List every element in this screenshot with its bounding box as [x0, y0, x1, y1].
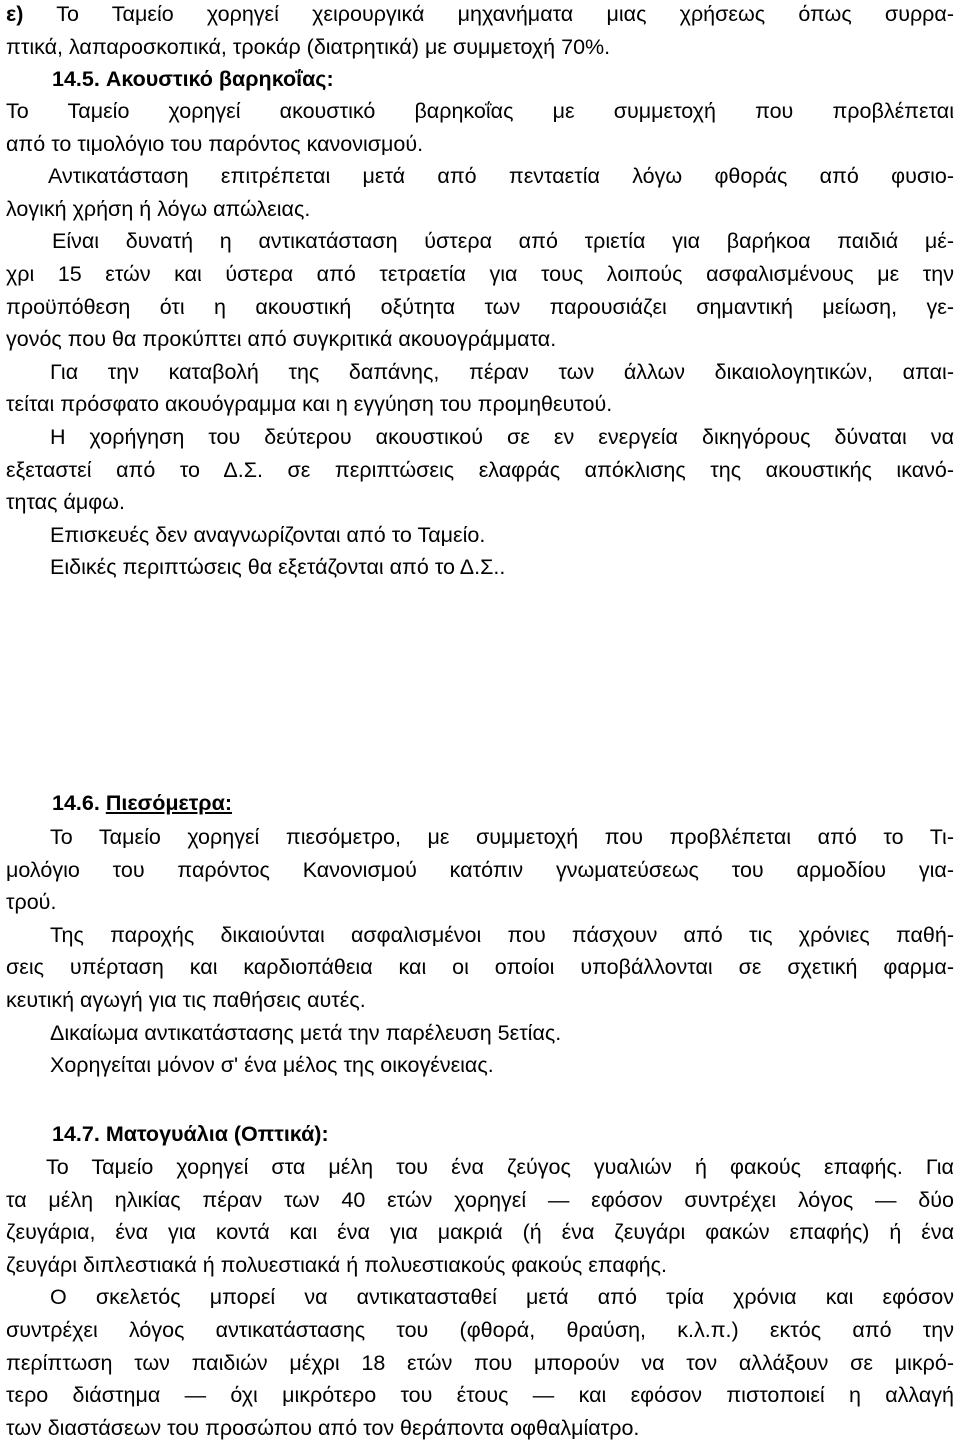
text-line: περίπτωση των παιδιών μέχρι 18 ετών που μπορούν να τον αλλάξουν σε μικρό-	[6, 1350, 954, 1375]
text-line: τητας άμφω.	[6, 490, 125, 515]
text-line: προϋπόθεση ότι η ακουστική οξύτητα των παρουσιάζει σημαντική μείωση, γε-	[6, 294, 954, 319]
item-e-label: ε)	[6, 2, 24, 26]
text-line: εξεταστεί από το Δ.Σ. σε περιπτώσεις ελαφράς απόκλισης της ακουστικής ικανό-	[6, 457, 954, 482]
text-line: λογική χρήση ή λόγω απώλειας.	[6, 196, 311, 221]
text-line: κευτική αγωγή για τις παθήσεις αυτές.	[6, 987, 366, 1012]
text-line: Το Ταμείο χορηγεί πιεσόμετρο, με συμμετοχή που προβλέπεται από το Τι-	[50, 825, 954, 849]
text-line: των διαστάσεων του προσώπου από τον θεράποντα οφθαλμίατρο.	[6, 1415, 640, 1440]
text-line: τα μέλη ηλικίας πέραν των 40 ετών χορηγεί — εφόσον συντρέχει λόγος — δύο	[6, 1187, 954, 1212]
section-title: Πιεσόμετρα:	[105, 791, 232, 815]
text-line: ε) Το Ταμείο χορηγεί χειρουργικά μηχανήματα μιας χρήσεως όπως συρρα-	[6, 2, 954, 26]
text-line: πτικά, λαπαροσκοπικά, τροκάρ (διατρητικά) με συμμετοχή 70%.	[6, 34, 611, 59]
text-line: Η χορήγηση του δεύτερου ακουστικού σε εν ενεργεία δικηγόρους δύναται να	[50, 424, 954, 449]
text-line: Είναι δυνατή η αντικατάσταση ύστερα από τριετία για βαρήκοα παιδιά μέ-	[52, 229, 954, 254]
section-title: Ματογυάλια (Οπτικά):	[105, 1122, 329, 1146]
text-line: Αντικατάσταση επιτρέπεται μετά από πενταετία λόγω φθοράς από φυσιο-	[48, 164, 954, 189]
text-line: Επισκευές δεν αναγνωρίζονται από το Ταμείο.	[50, 522, 486, 547]
text-line: συντρέχει λόγος αντικατάστασης του (φθορά, θραύση, κ.λ.π.) εκτός από την	[6, 1317, 954, 1342]
text-line: Το Ταμείο χορηγεί ακουστικό βαρηκοΐας με συμμετοχή που προβλέπεται	[6, 99, 954, 123]
section-number: 14.5.	[52, 67, 100, 91]
section-14-5-heading	[52, 63, 334, 96]
text-line: τρού.	[6, 890, 57, 915]
text-line: τείται πρόσφατο ακουόγραμμα και η εγγύηση του προμηθευτού.	[6, 392, 613, 417]
section-14-7-heading	[52, 1118, 329, 1151]
section-14-6-body	[6, 821, 954, 1082]
text-line: από το τιμολόγιο του παρόντος κανονισμού.	[6, 131, 424, 156]
text-line: Ο σκελετός μπορεί να αντικατασταθεί μετά από τρία χρόνια και εφόσον	[50, 1285, 954, 1310]
text-line: τερο διάστημα — όχι μικρότερο του έτους — και εφόσον πιστοποιεί η αλλαγή	[6, 1383, 954, 1408]
text-line: χρι 15 ετών και ύστερα από τετραετία για τους λοιπούς ασφαλισμένους με την	[6, 261, 954, 286]
text-line: μολόγιο του παρόντος Κανονισμού κατόπιν γνωματεύσεως του αρμοδίου για-	[6, 857, 954, 882]
text-line: γονός που θα προκύπτει από συγκριτικά ακουογράμματα.	[6, 327, 557, 352]
item-e-paragraph	[6, 0, 954, 63]
section-14-6-heading	[52, 787, 232, 820]
text-line: Χορηγείται μόνον σ' ένα μέλος της οικογένειας.	[50, 1053, 494, 1078]
text-line: Δικαίωμα αντικατάστασης μετά την παρέλευση 5ετίας.	[50, 1020, 562, 1045]
text-line: Ειδικές περιπτώσεις θα εξετάζονται από το Δ.Σ..	[50, 555, 506, 580]
text-line: σεις υπέρταση και καρδιοπάθεια και οι οποίοι υποβάλλονται σε σχετική φαρμα-	[6, 955, 954, 980]
section-number: 14.6.	[52, 791, 100, 815]
text-line: Το Ταμείο χορηγεί στα μέλη του ένα ζεύγος γυαλιών ή φακούς επαφής. Για	[46, 1155, 954, 1179]
text-line: ζευγάρια, ένα για κοντά και ένα για μακριά (ή ένα ζευγάρι φακών επαφής) ή ένα	[6, 1220, 954, 1245]
section-number: 14.7.	[52, 1122, 100, 1146]
text-line: Της παροχής δικαιούνται ασφαλισμένοι που πάσχουν από τις χρόνιες παθή-	[50, 922, 954, 947]
section-14-5-body	[6, 95, 954, 584]
section-title: Ακουστικό βαρηκοΐας:	[105, 67, 334, 91]
text-line: Για την καταβολή της δαπάνης, πέραν των άλλων δικαιολογητικών, απαι-	[50, 359, 954, 384]
text-line: ζευγάρι διπλεστιακά ή πολυεστιακά ή πολυεστιακούς φακούς επαφής.	[6, 1252, 667, 1277]
section-14-7-body	[6, 1151, 954, 1444]
